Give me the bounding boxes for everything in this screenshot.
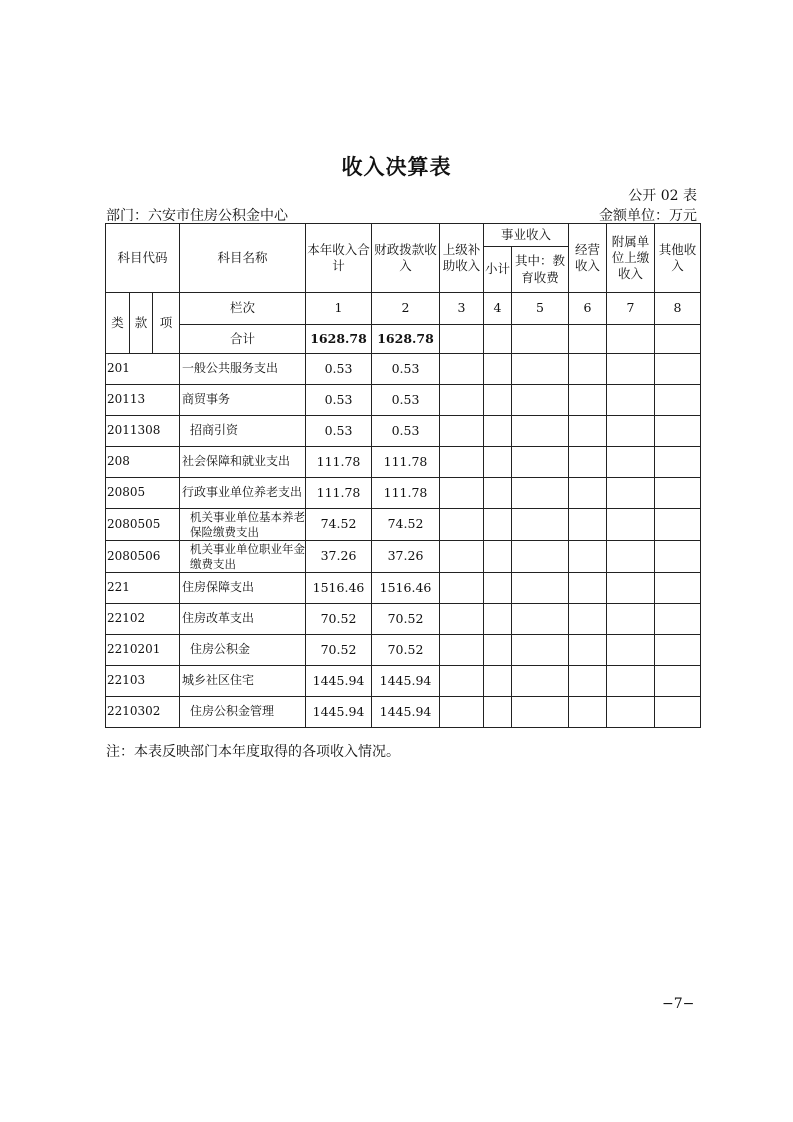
row-code: 22102 — [106, 604, 180, 635]
row-fiscal: 70.52 — [372, 604, 440, 635]
row-name: 一般公共服务支出 — [180, 354, 306, 385]
row-total: 111.78 — [306, 447, 372, 478]
column-index-label: 栏次 — [180, 293, 306, 325]
row-fiscal: 74.52 — [372, 509, 440, 541]
row-total: 0.53 — [306, 416, 372, 447]
table-row — [106, 447, 701, 478]
header-other-income: 其他收入 — [655, 224, 701, 293]
column-number: 1 — [306, 293, 372, 325]
row-total: 37.26 — [306, 541, 372, 573]
table-row — [106, 385, 701, 416]
header-superior-subsidy: 上级补助收入 — [440, 224, 484, 293]
row-fiscal: 111.78 — [372, 447, 440, 478]
amount-unit-label: 金额单位：万元 — [599, 208, 697, 224]
row-code: 208 — [106, 447, 180, 478]
row-fiscal: 70.52 — [372, 635, 440, 666]
row-name: 机关事业单位职业年金缴费支出 — [180, 541, 306, 573]
row-name: 住房改革支出 — [180, 604, 306, 635]
row-total: 1445.94 — [306, 697, 372, 728]
row-fiscal: 0.53 — [372, 385, 440, 416]
row-code: 20805 — [106, 478, 180, 509]
row-total: 1445.94 — [306, 666, 372, 697]
row-name: 住房公积金管理 — [180, 697, 306, 728]
row-total: 74.52 — [306, 509, 372, 541]
row-name: 招商引资 — [180, 416, 306, 447]
row-code: 221 — [106, 573, 180, 604]
table-row — [106, 541, 701, 573]
row-name: 商贸事务 — [180, 385, 306, 416]
row-total: 70.52 — [306, 604, 372, 635]
table-row — [106, 604, 701, 635]
header-total-income: 本年收入合计 — [306, 224, 372, 293]
row-code: 2080506 — [106, 541, 180, 573]
row-total: 0.53 — [306, 354, 372, 385]
row-name: 住房保障支出 — [180, 573, 306, 604]
row-total: 1516.46 — [306, 573, 372, 604]
header-subject-code: 科目代码 — [106, 224, 180, 293]
row-fiscal: 1445.94 — [372, 697, 440, 728]
row-code: 2210201 — [106, 635, 180, 666]
header-subtotal: 小计 — [484, 247, 512, 293]
table-row — [106, 509, 701, 541]
column-number: 4 — [484, 293, 512, 325]
column-number: 6 — [569, 293, 607, 325]
row-fiscal: 1445.94 — [372, 666, 440, 697]
header-subject-name: 科目名称 — [180, 224, 306, 293]
table-row — [106, 478, 701, 509]
column-number: 2 — [372, 293, 440, 325]
row-code: 2011308 — [106, 416, 180, 447]
row-fiscal: 111.78 — [372, 478, 440, 509]
row-fiscal: 37.26 — [372, 541, 440, 573]
row-fiscal: 0.53 — [372, 354, 440, 385]
table-row — [106, 666, 701, 697]
row-code: 20113 — [106, 385, 180, 416]
table-note: 注：本表反映部门本年度取得的各项收入情况。 — [106, 744, 400, 760]
header-kuan: 款 — [130, 293, 153, 354]
header-xiang: 项 — [153, 293, 180, 354]
row-name: 城乡社区住宅 — [180, 666, 306, 697]
row-name: 机关事业单位基本养老保险缴费支出 — [180, 509, 306, 541]
total-row-fiscal: 1628.78 — [372, 325, 440, 354]
header-education-fee: 其中：教育收费 — [512, 247, 569, 293]
total-row-total: 1628.78 — [306, 325, 372, 354]
column-number: 8 — [655, 293, 701, 325]
column-number: 7 — [607, 293, 655, 325]
header-affiliated-income: 附属单位上缴收入 — [607, 224, 655, 293]
row-code: 2210302 — [106, 697, 180, 728]
row-code: 201 — [106, 354, 180, 385]
row-code: 2080505 — [106, 509, 180, 541]
department-label: 部门：六安市住房公积金中心 — [106, 208, 288, 224]
table-row — [106, 416, 701, 447]
form-code: 公开 02 表 — [628, 188, 697, 204]
table-row — [106, 354, 701, 385]
row-fiscal: 1516.46 — [372, 573, 440, 604]
table-row — [106, 573, 701, 604]
page-title: 收入决算表 — [341, 154, 452, 179]
header-operating-income: 经营收入 — [569, 224, 607, 293]
total-row-label: 合计 — [180, 325, 306, 354]
header-lei: 类 — [106, 293, 130, 354]
header-business-income: 事业收入 — [484, 224, 569, 247]
row-name: 住房公积金 — [180, 635, 306, 666]
row-name: 行政事业单位养老支出 — [180, 478, 306, 509]
row-total: 111.78 — [306, 478, 372, 509]
income-final-accounts-table — [105, 223, 701, 728]
row-code: 22103 — [106, 666, 180, 697]
header-fiscal-appropriation: 财政拨款收入 — [372, 224, 440, 293]
table-row — [106, 635, 701, 666]
page-number: −7− — [662, 996, 695, 1012]
row-fiscal: 0.53 — [372, 416, 440, 447]
row-name: 社会保障和就业支出 — [180, 447, 306, 478]
row-total: 0.53 — [306, 385, 372, 416]
column-number: 3 — [440, 293, 484, 325]
table-row — [106, 697, 701, 728]
row-total: 70.52 — [306, 635, 372, 666]
column-number: 5 — [512, 293, 569, 325]
